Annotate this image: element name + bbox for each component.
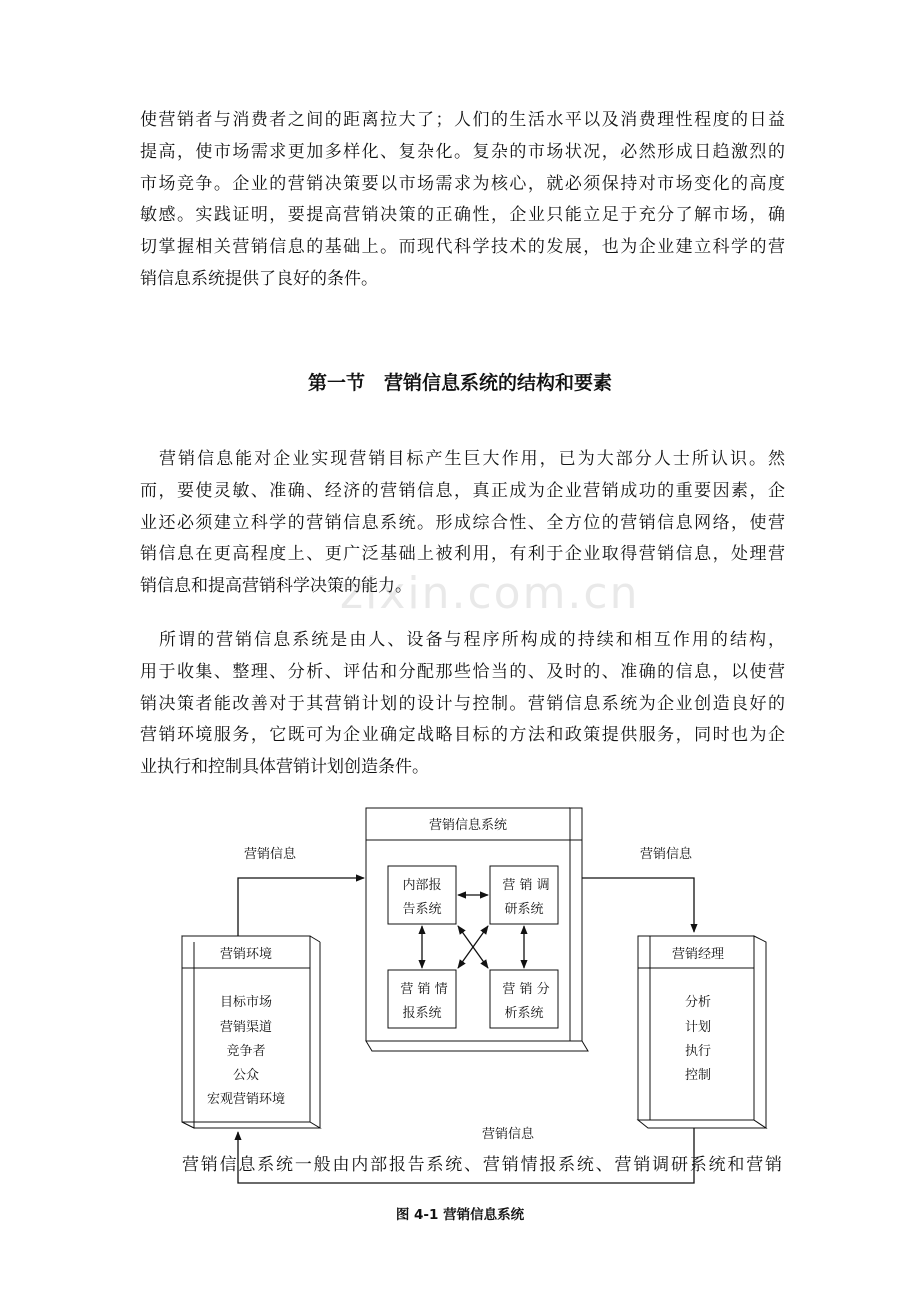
sub-box-research: [490, 866, 558, 924]
sub-box-label: 营 销 调: [502, 878, 550, 893]
manager-title: 营销经理: [671, 947, 725, 962]
arrow-environment-to-system: [238, 878, 364, 936]
environment-item: 宏观营销环境: [206, 1092, 286, 1107]
text-line: 业执行和控制具体营销计划创造条件。: [140, 757, 429, 778]
environment-item: 营销渠道: [219, 1020, 273, 1035]
text-line: 切掌握相关营销信息的基础上。而现代科学技术的发展，也为企业建立科学的营: [140, 237, 785, 258]
environment-item: 公众: [232, 1068, 260, 1083]
sub-box-label: 内部报: [402, 878, 442, 893]
text-line: 销信息在更高程度上、更广泛基础上被利用，有利于企业取得营销信息，处理营: [140, 544, 785, 565]
text-line: 敏感。实践证明，要提高营销决策的正确性，企业只能立足于充分了解市场，确: [140, 205, 785, 226]
text-line: 使营销者与消费者之间的距离拉大了；人们的生活水平以及消费理性程度的日益: [140, 110, 785, 130]
text-line: 业还必须建立科学的营销信息系统。形成综合性、全方位的营销信息网络，使营: [140, 512, 785, 533]
environment-item: 目标市场: [219, 995, 273, 1010]
sub-box-label: 营 销 分: [502, 982, 550, 997]
sub-box-label: 告系统: [402, 902, 442, 917]
sub-box-label: 析系统: [504, 1006, 544, 1021]
flow-label-bottom: 营销信息: [481, 1127, 535, 1142]
section-heading: 第一节 营销信息系统的结构和要素: [307, 372, 612, 394]
text-line: 所谓的营销信息系统是由人、设备与程序所构成的持续和相互作用的结构，: [140, 630, 785, 650]
text-line: 营销环境服务，它既可为企业确定战略目标的方法和政策提供服务，同时也为企: [140, 725, 785, 746]
manager-item: 控制: [684, 1068, 712, 1083]
sub-box-label: 营 销 情: [400, 982, 448, 997]
manager-item: 分析: [684, 995, 712, 1010]
overlapping-text-line: 营销信息系统一般由内部报告系统、营销情报系统、营销调研系统和营销: [182, 1155, 782, 1175]
environment-box: [182, 936, 320, 1128]
flow-label-left: 营销信息: [243, 847, 297, 862]
text-line: 用于收集、整理、分析、评估和分配那些恰当的、及时的、准确的信息，以使营: [140, 661, 785, 682]
text-line: 市场竞争。企业的营销决策要以市场需求为核心，就必须保持对市场变化的高度: [140, 173, 785, 194]
text-line: 提高，使市场需求更加多样化、复杂化。复杂的市场状况，必然形成日趋激烈的: [140, 141, 785, 162]
environment-title: 营销环境: [219, 947, 273, 962]
text-line: 而，要使灵敏、准确、经济的营销信息，真正成为企业营销成功的重要因素，企: [140, 480, 785, 501]
environment-item: 竞争者: [226, 1044, 266, 1059]
center-title: 营销信息系统: [428, 818, 508, 833]
text-line: 营销信息能对企业实现营销目标产生巨大作用，已为大部分人士所认识。然: [140, 449, 785, 469]
sub-box-analysis: [490, 970, 558, 1028]
sub-box-intelligence: [388, 970, 456, 1028]
sub-box-internal-report: [388, 866, 456, 924]
figure-caption: 图 4-1 营销信息系统: [395, 1207, 525, 1223]
text-line: 销信息和提高营销科学决策的能力。: [140, 576, 412, 597]
flow-label-right: 营销信息: [639, 847, 693, 862]
text-line: 销信息系统提供了良好的条件。: [140, 268, 378, 289]
manager-item: 计划: [684, 1020, 712, 1035]
manager-item: 执行: [684, 1044, 712, 1059]
text-line: 销决策者能改善对于其营销计划的设计与控制。营销信息系统为企业创造良好的: [140, 693, 785, 714]
manager-box: [638, 936, 766, 1128]
watermark: zixin.com.cn: [340, 568, 640, 619]
arrow-system-to-manager: [582, 878, 694, 932]
sub-box-label: 报系统: [402, 1006, 442, 1021]
sub-box-label: 研系统: [504, 902, 544, 917]
